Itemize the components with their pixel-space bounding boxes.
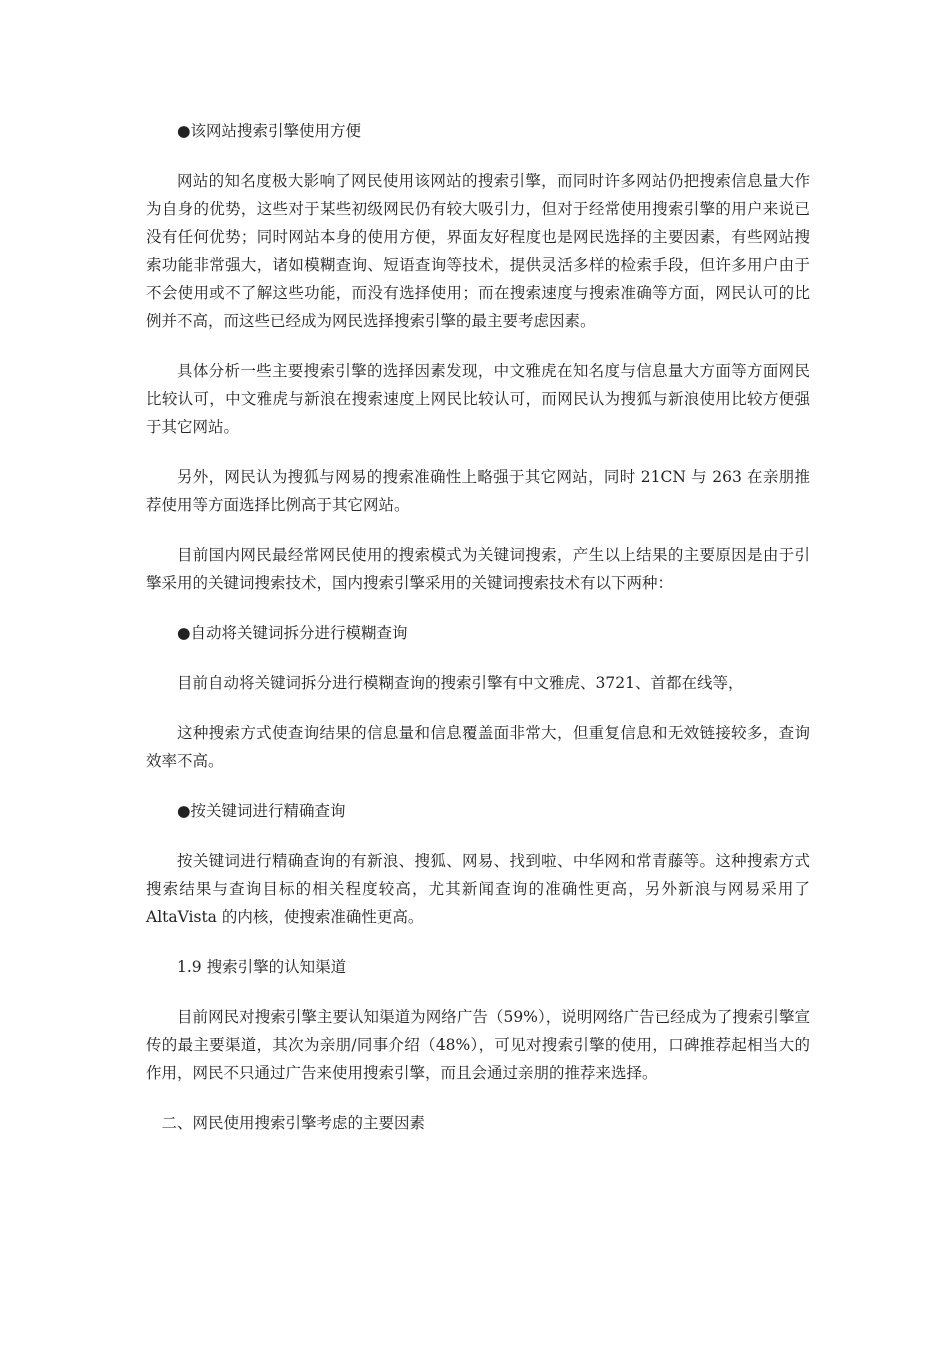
section-title: 二、网民使用搜索引擎考虑的主要因素 xyxy=(161,1114,426,1132)
paragraph-exact-engines: 按关键词进行精确查询的有新浪、搜狐、网易、找到啦、中华网和常青藤等。这种搜索方式搜索结果与查询目标的相关程度较高，尤其新闻查询的准确性更高，另外新浪与网易采用了 AltaVista 的内核，使搜索准确性更高。 xyxy=(146,852,810,926)
document-body xyxy=(146,117,810,1159)
paragraph-fuzzy-engines: 目前自动将关键词拆分进行模糊查询的搜索引擎有中文雅虎、3721、首都在线等， xyxy=(177,674,744,692)
paragraph-awareness: 目前网民对搜索引擎主要认知渠道为网络广告（59%），说明网络广告已经成为了搜索引擎宣传的最主要渠道，其次为亲朋/同事介绍（48%），可见对搜索引擎的使用，口碑推荐起相当大的作用，网民不只通过广告来使用搜索引擎，而且会通过亲朋的推荐来选择。 xyxy=(146,1008,810,1082)
paragraph-popularity: 网站的知名度极大影响了网民使用该网站的搜索引擎，而同时许多网站仍把搜索信息量大作为自身的优势，这些对于某些初级网民仍有较大吸引力，但对于经常使用搜索引擎的用户来说已没有任何优势；同时网站本身的使用方便，界面友好程度也是网民选择的主要因素，有些网站搜索功能非常强大，诸如模糊查询、短语查询等技术，提供灵活多样的检索手段，但许多用户由于不会使用或不了解这些功能，而没有选择使用；而在搜索速度与搜索准确等方面，网民认可的比例并不高，而这些已经成为网民选择搜索引擎的最主要考虑因素。 xyxy=(146,172,810,330)
paragraph-accuracy: 另外，网民认为搜狐与网易的搜索准确性上略强于其它网站，同时 21CN 与 263 在亲朋推荐使用等方面选择比例高于其它网站。 xyxy=(146,468,810,514)
paragraph-fuzzy-effect: 这种搜索方式使查询结果的信息量和信息覆盖面非常大，但重复信息和无效链接较多，查询效率不高。 xyxy=(146,724,810,770)
subheading-fuzzy-query: ●自动将关键词拆分进行模糊查询 xyxy=(177,624,408,642)
subheading-exact-query: ●按关键词进行精确查询 xyxy=(177,802,346,820)
paragraph-analysis: 具体分析一些主要搜索引擎的选择因素发现，中文雅虎在知名度与信息量大方面等方面网民比较认可，中文雅虎与新浪在搜索速度上网民比较认可，而网民认为搜狐与新浪使用比较方便强于其它网站。 xyxy=(146,362,810,436)
paragraph-keyword-mode: 目前国内网民最经常网民使用的搜索模式为关键词搜索，产生以上结果的主要原因是由于引擎采用的关键词搜索技术，国内搜索引擎采用的关键词搜索技术有以下两种： xyxy=(146,546,810,592)
subheading-awareness-channels: 1.9 搜索引擎的认知渠道 xyxy=(177,958,347,976)
subheading-easy-to-use: ●该网站搜索引擎使用方便 xyxy=(177,122,362,140)
